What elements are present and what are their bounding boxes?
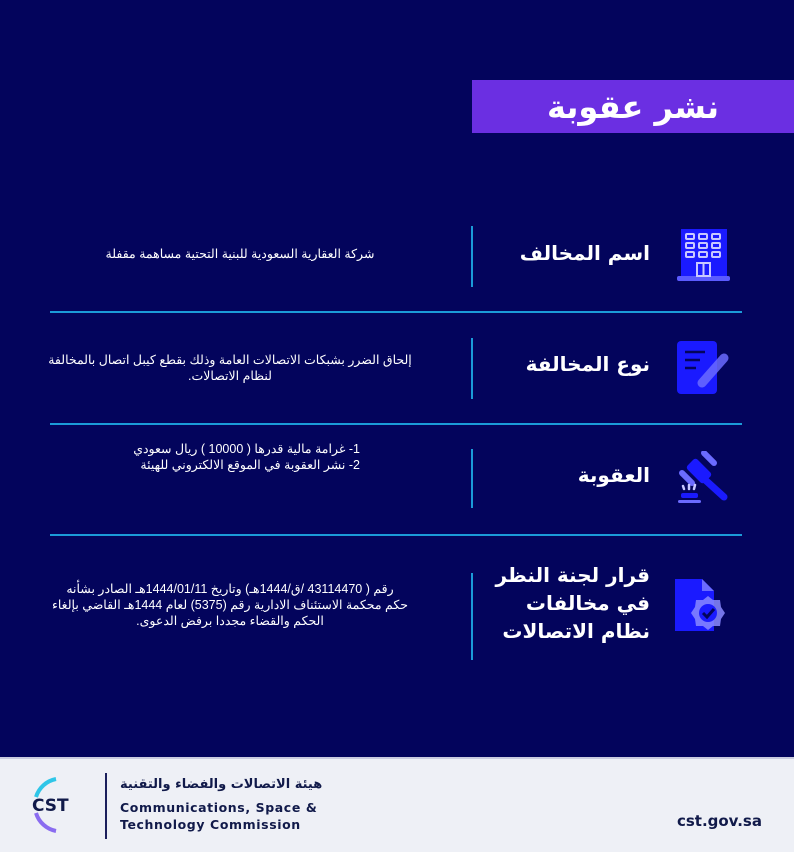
row-divider xyxy=(50,423,742,425)
penalty-label: العقوبة xyxy=(577,463,650,487)
value-line: 2- نشر العقوبة في الموقع الالكتروني للهيئة xyxy=(140,458,360,472)
column-separator xyxy=(471,573,473,660)
violation-type-label: نوع المخالفة xyxy=(525,352,650,376)
penalty-value xyxy=(60,441,360,473)
value-line: رقم ( 43114470 /ق/1444هـ) وتاريخ 1444/01/11هـ الصادر بشأنه xyxy=(66,582,394,596)
committee-decision-value xyxy=(20,581,440,629)
column-separator xyxy=(471,226,473,287)
label-line: قرار لجنة النظر xyxy=(495,563,650,587)
org-name-line: Communications, Space & xyxy=(120,800,318,815)
cst-logo xyxy=(28,775,82,835)
value-line: الحكم والقضاء مجددا برفض الدعوى. xyxy=(136,614,324,628)
logo-text: CST xyxy=(32,796,69,816)
building-icon xyxy=(672,226,730,284)
certified-document-icon xyxy=(672,577,730,635)
document-edit-icon xyxy=(672,338,730,396)
page-title: نشر عقوبة xyxy=(547,87,719,126)
violator-name-value: شركة العقارية السعودية للبنية التحتية مساهمة مقفلة xyxy=(105,247,375,261)
row-divider xyxy=(50,534,742,536)
value-line: لنظام الاتصالات. xyxy=(188,369,272,383)
value-line: حكم محكمة الاستئناف الادارية رقم (5375) لعام 1444هـ القاضي بإلغاء xyxy=(51,598,408,612)
gavel-icon xyxy=(672,451,730,509)
title-banner xyxy=(472,80,794,133)
footer-separator xyxy=(105,773,107,839)
column-separator xyxy=(471,449,473,508)
org-name-arabic: هيئة الاتصالات والفضاء والتقنية xyxy=(120,777,323,792)
website-link[interactable]: cst.gov.sa xyxy=(676,812,762,830)
violation-type-value xyxy=(20,352,440,384)
value-line: إلحاق الضرر بشبكات الاتصالات العامة وذلك بقطع كيبل اتصال بالمخالفة xyxy=(48,353,412,367)
label-line: نظام الاتصالات xyxy=(502,619,650,643)
committee-decision-label xyxy=(495,561,650,645)
footer xyxy=(0,757,794,852)
row-divider xyxy=(50,311,742,313)
org-name-english xyxy=(120,799,317,833)
label-line: في مخالفات xyxy=(525,591,650,615)
org-name-line: Technology Commission xyxy=(120,817,301,832)
violator-name-label: اسم المخالف xyxy=(519,241,650,265)
value-line: 1- غرامة مالية قدرها ( 10000 ) ريال سعودي xyxy=(133,442,360,456)
column-separator xyxy=(471,338,473,399)
